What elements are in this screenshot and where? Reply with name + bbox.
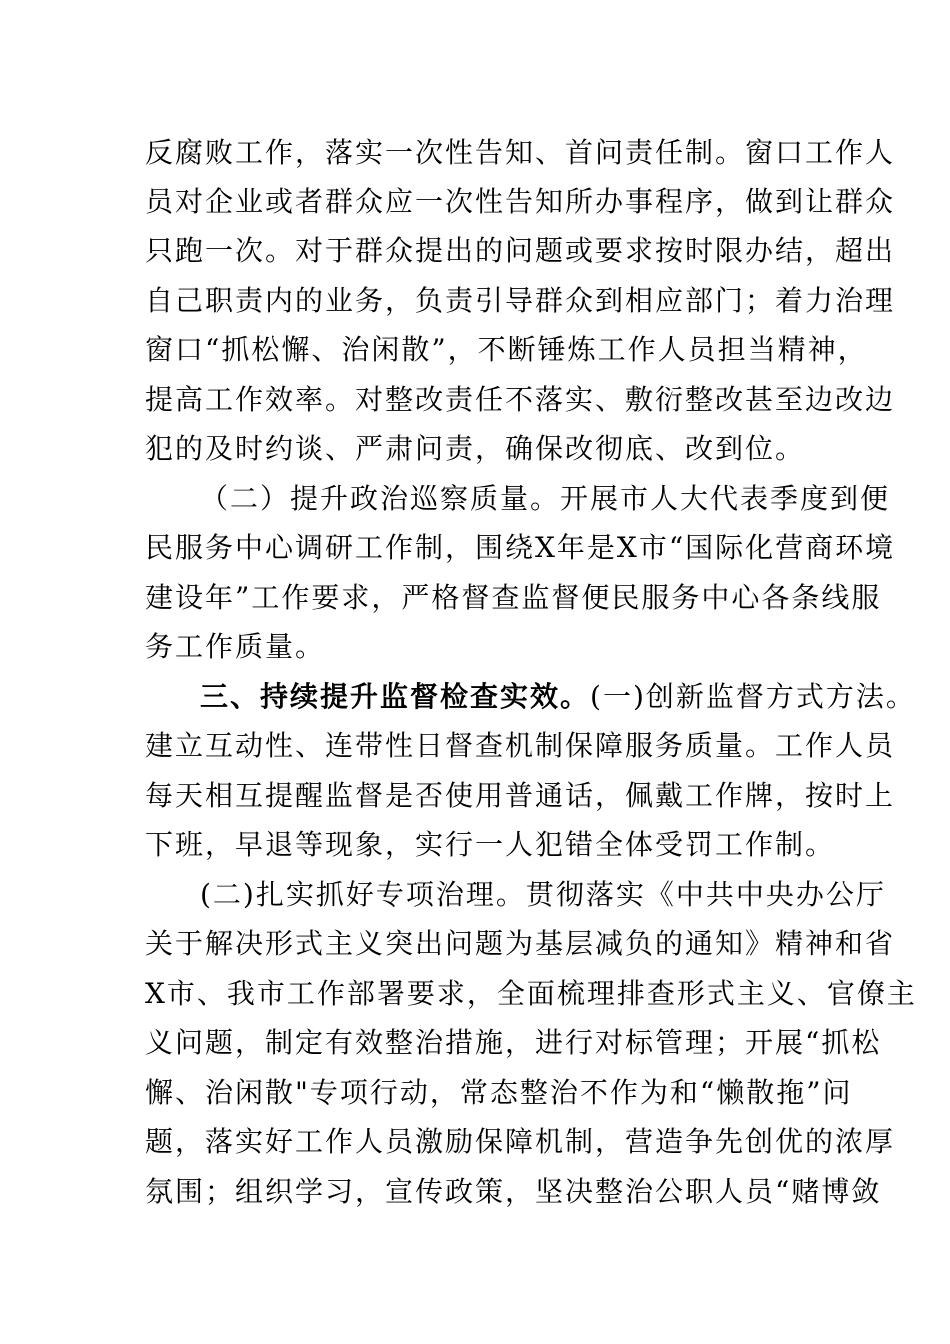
paragraph-start-line: （二）提升政治巡察质量。开展市人大代表季度到便 [200, 482, 891, 515]
subsection-title: (一)创新监督方式方法。 [590, 680, 916, 713]
section-heading: 三、持续提升监督检查实效。 [200, 680, 591, 713]
body-line: 员对企业或者群众应一次性告知所办事程序，做到让群众 [145, 185, 896, 218]
body-line: 反腐败工作，落实一次性告知、首问责任制。窗口工作人 [145, 136, 896, 169]
body-line: 题，落实好工作人员激励保障机制，营造争先创优的浓厚 [145, 1125, 896, 1158]
body-line: 只跑一次。对于群众提出的问题或要求按时限办结，超出 [145, 234, 896, 267]
body-line: 建立互动性、连带性日督查机制保障服务质量。工作人员 [145, 729, 896, 762]
body-line: 下班，早退等现象，实行一人犯错全体受罚工作制。 [145, 828, 836, 861]
body-line: 建设年”工作要求，严格督查监督便民服务中心各条线服 [145, 581, 882, 614]
body-line: 氛围；组织学习，宣传政策，坚决整治公职人员“赌博敛 [145, 1175, 882, 1208]
body-line: 提高工作效率。对整改责任不落实、敷衍整改甚至边改边 [145, 383, 896, 416]
body-line: 务工作质量。 [145, 630, 326, 663]
body-line: 民服务中心调研工作制，围绕X年是X市“国际化营商环境 [145, 531, 896, 564]
section-heading-line [200, 677, 916, 717]
body-line: X市、我市工作部署要求，全面梳理排查形式主义、官僚主 [145, 977, 917, 1010]
body-line: 懈、治闲散"专项行动，常态整治不作为和“懒散拖”问 [145, 1076, 853, 1109]
body-line: 犯的及时约谈、严肃问责，确保改彻底、改到位。 [145, 432, 806, 465]
body-line: 关于解决形式主义突出问题为基层减负的通知》精神和省 [145, 927, 896, 960]
body-line: 窗口“抓松懈、治闲散”，不断锤炼工作人员担当精神， [145, 333, 868, 366]
body-line: 每天相互提醒监督是否使用普通话，佩戴工作牌，按时上 [145, 779, 896, 812]
body-line: 义问题，制定有效整治措施，进行对标管理；开展“抓松 [145, 1026, 882, 1059]
paragraph-start-line: (二)扎实抓好专项治理。贯彻落实《中共中央办公厅 [200, 878, 886, 911]
body-line: 自己职责内的业务，负责引导群众到相应部门；着力治理 [145, 284, 896, 317]
